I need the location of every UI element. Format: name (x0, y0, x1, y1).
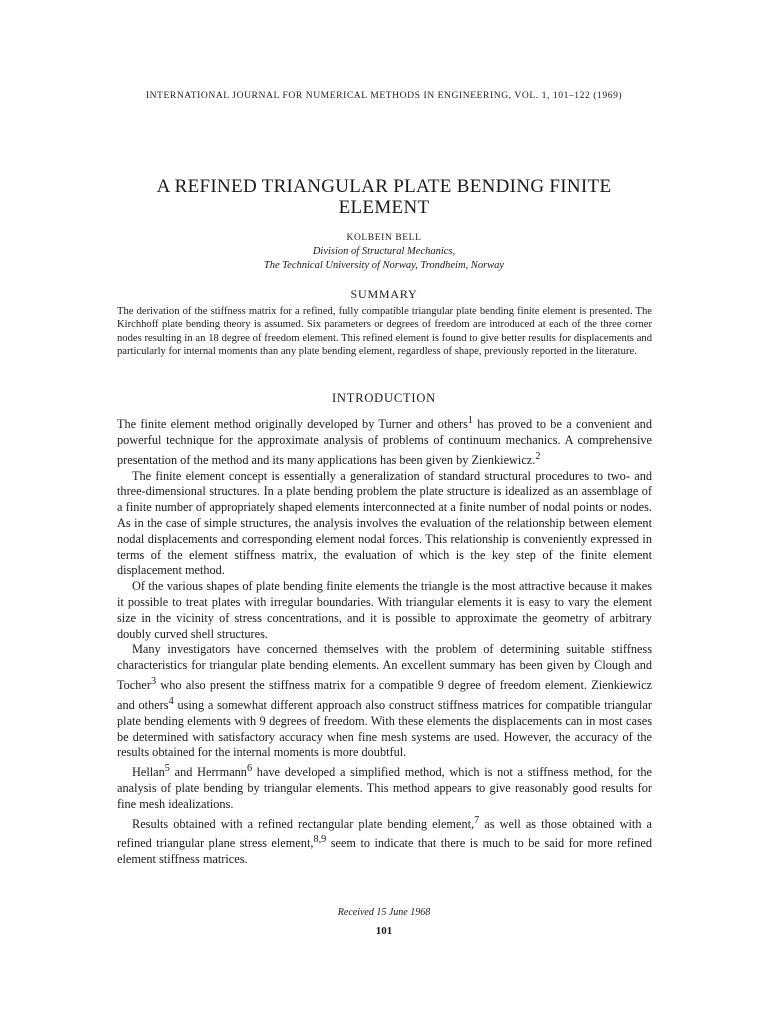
title-line-2: ELEMENT (338, 197, 430, 218)
citation-ref: 6 (246, 763, 253, 775)
paragraph-4: Many investigators have concerned themselves with the problem of determining suitable stiffness characteristics for triangular plate bending elements. An excellent summary has been given by Clough and Tocher$^3$ who also present the stiffness matrix for a compatible 9 degree of freedom element. Zienkiewicz and others$^4$ using a somewhat different approach also construct stiffness matrices for compatible triangular plate bending elements with 9 degrees of freedom. With these elements the displacements can in most cases be determined with satisfactory accuracy when fine mesh systems are used. However, the accuracy of the results obtained for the internal moments is more doubtful. (117, 642, 652, 760)
author-affiliation-division: Division of Structural Mechanics, (312, 246, 456, 257)
title-line-1: A REFINED TRIANGULAR PLATE BENDING FINITE (156, 176, 612, 197)
received-date: Received 15 June 1968 (337, 907, 431, 918)
citation-ref: 1 (467, 415, 473, 426)
introduction-heading: INTRODUCTION (331, 391, 437, 405)
paper-title (0, 176, 768, 218)
paragraph-5: Hellan$^5$ and Herrmann$^6$ have developed a simplified method, which is not a stiffness method, for the analysis of plate bending by triangular elements. This method appears to give reasonably good results for fine mesh idealizations. (117, 763, 652, 811)
summary-heading: SUMMARY (350, 287, 418, 301)
citation-ref: 2 (535, 450, 541, 462)
paragraph-1: The finite element method originally developed by Turner and others$^1$ has proved to be a convenient and powerful technique for the approximate analysis of problems of continuum mechanics. A comprehensive presentation of the method and its many applications has been given by Zienkiewicz.$^2$ (117, 415, 652, 467)
citation-ref: 4 (168, 695, 174, 707)
citation-ref: 5 (164, 763, 170, 775)
citation-ref: 3 (150, 675, 157, 687)
paragraph-3: Of the various shapes of plate bending finite elements the triangle is the most attractive because it makes it possible to treat plates with irregular boundaries. With triangular elements it is easy to vary the element size in the vicinity of stress concentrations, and it is possible to approximate the geometry of arbitrary doubly curved shell structures. (117, 579, 652, 641)
author-name: KOLBEIN BELL (346, 233, 422, 243)
introduction-body (117, 413, 652, 868)
citation-ref: 8,9 (313, 834, 327, 846)
paragraph-2: The finite element concept is essentially a generalization of standard structural procedures to two- and three-dimensional structures. In a plate bending problem the plate structure is idealized as an assemblage of a finite number of appropriately shaped elements interconnected at a finite number of nodal points or nodes. As in the case of simple structures, the analysis involves the evaluation of the relationship between element nodal displacements and corresponding element nodal forces. This relationship is conveniently expressed in terms of the element stiffness matrix, the evaluation of which is the key step of the finite element displacement method. (117, 468, 652, 578)
journal-header: INTERNATIONAL JOURNAL FOR NUMERICAL METHODS IN ENGINEERING, VOL. 1, 101–122 (1969) (145, 90, 623, 101)
summary-abstract: The derivation of the stiffness matrix for a refined, fully compatible triangular plate bending finite element is presented. The Kirchhoff plate bending theory is assumed. Six parameters or degrees of freedom are introduced at each of the three corner nodes resulting in an 18 degree of freedom element. This refined element is found to give better results for displacements and particularly for internal moments than any plate bending element, regardless of shape, previously reported in the literature. (117, 306, 652, 357)
paragraph-6: Results obtained with a refined rectangular plate bending element,$^7$ as well as those obtained with a refined triangular plane stress element,$^{8,9}$ seem to indicate that there is much to be said for more refined element stiffness matrices. (117, 814, 653, 867)
author-affiliation-university: The Technical University of Norway, Trondheim, Norway (263, 260, 505, 271)
page-number: 101 (375, 925, 393, 937)
citation-ref: 7 (474, 814, 480, 826)
